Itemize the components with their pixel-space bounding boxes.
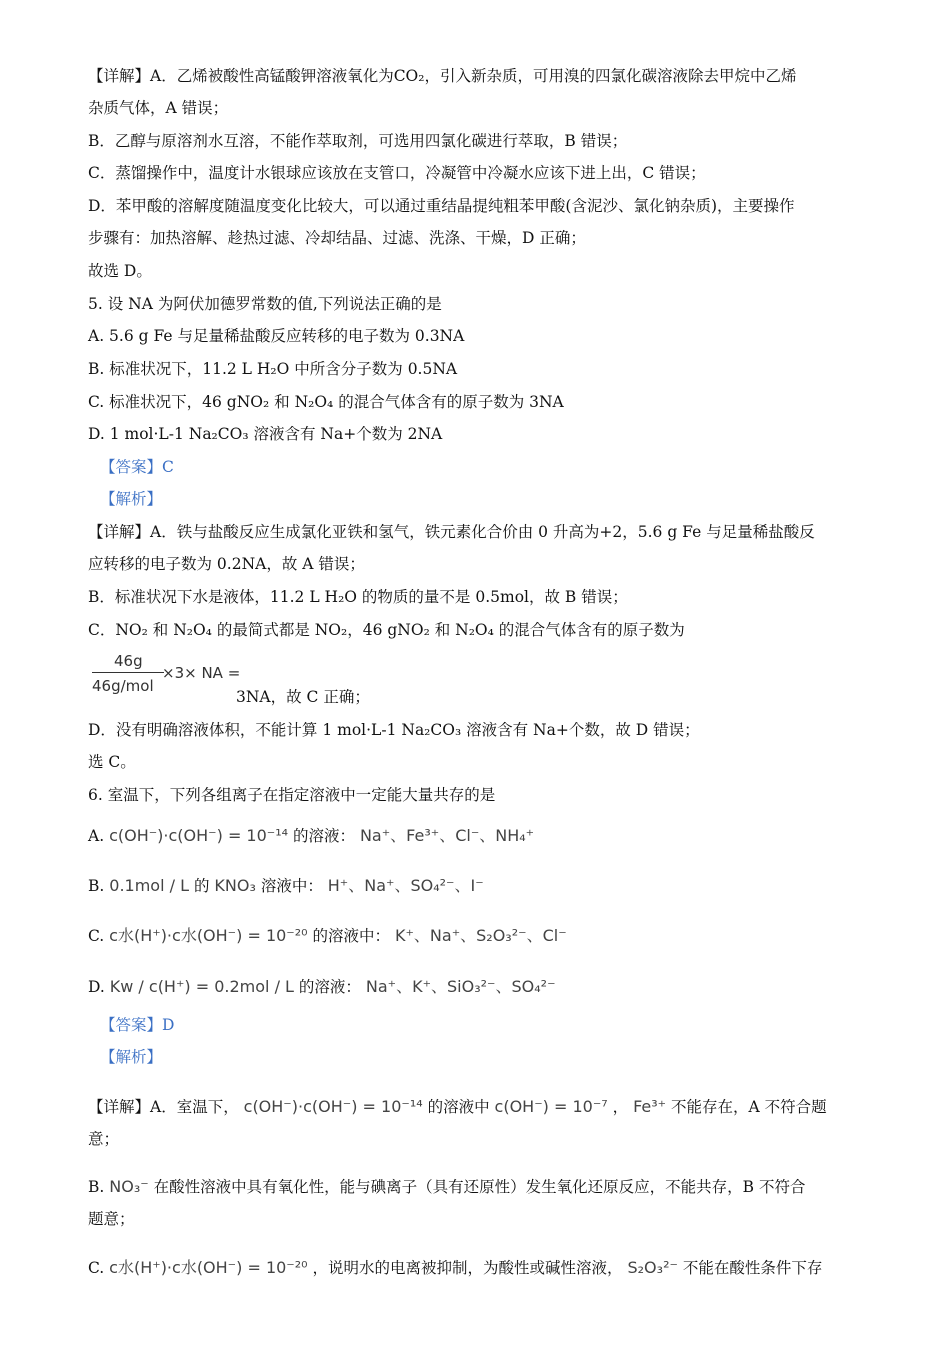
ions: H⁺、Na⁺、SO₄²⁻、I⁻ [327, 876, 484, 895]
line: 意； [88, 1130, 120, 1148]
line [88, 1177, 805, 1197]
line: 步骤有：加热溶解、趁热过滤、冷却结晶、过滤、洗涤、干燥，D 正确； [88, 229, 586, 247]
formula: c水(H⁺)·c水(OH⁻) = 10⁻²⁰ [109, 926, 308, 945]
line [88, 1097, 827, 1117]
answer-tag: 【答案】C [100, 458, 174, 476]
text: 的 [193, 877, 210, 895]
line: 3NA，故 C 正确； [236, 688, 370, 706]
formula: 0.1mol / L [109, 876, 190, 895]
text: 的溶液中： [312, 927, 391, 945]
line: B．标准状况下水是液体，11.2 L H₂O 的物质的量不是 0.5mol，故 B 错误； [88, 588, 628, 606]
fraction-rest: ×3× NA = [162, 664, 241, 682]
text: 的溶液中 [427, 1098, 490, 1116]
option-label: C. [88, 927, 105, 945]
formula: c(OH⁻) = 10⁻⁷ [494, 1097, 608, 1116]
option-label: D. [88, 978, 105, 996]
formula: c(OH⁻)·c(OH⁻) = 10⁻¹⁴ [243, 1097, 423, 1116]
fraction-numerator: 46g [114, 652, 143, 670]
option-label: C. [88, 1259, 105, 1277]
option-label: B. [88, 877, 105, 895]
line: 【详解】A．乙烯被酸性高锰酸钾溶液氧化为CO₂，引入新杂质，可用溴的四氯化碳溶液除去甲烷中乙烯 [88, 67, 797, 85]
line [88, 1258, 822, 1278]
text: 【详解】A．室温下， [88, 1098, 239, 1116]
option-a: A. 5.6 g Fe 与足量稀盐酸反应转移的电子数为 0.3NA [88, 327, 465, 345]
question-6: 6. 室温下，下列各组离子在指定溶液中一定能大量共存的是 [88, 786, 496, 804]
line: D．没有明确溶液体积，不能计算 1 mol·L-1 Na₂CO₃ 溶液含有 Na+个数，故 D 错误； [88, 721, 700, 739]
text: 的溶液： [293, 827, 356, 845]
line: 故选 D。 [88, 262, 152, 280]
option-c: C. 标准状况下，46 gNO₂ 和 N₂O₄ 的混合气体含有的原子数为 3NA [88, 393, 564, 411]
ions: K⁺、Na⁺、S₂O₃²⁻、Cl⁻ [394, 926, 567, 945]
option-label: B. [88, 1178, 105, 1196]
analysis-tag: 【解析】 [100, 490, 163, 508]
q6-option-c [88, 926, 567, 946]
formula: c水(H⁺)·c水(OH⁻) = 10⁻²⁰ [109, 1258, 308, 1277]
ions: Na⁺、Fe³⁺、Cl⁻、NH₄⁺ [359, 826, 535, 845]
q6-option-d [88, 977, 556, 997]
q6-option-b [88, 876, 484, 896]
text: 不能在酸性条件下存 [682, 1259, 823, 1277]
text: ， [612, 1098, 629, 1116]
formula: c(OH⁻)·c(OH⁻) = 10⁻¹⁴ [109, 826, 289, 845]
line: 【详解】A．铁与盐酸反应生成氯化亚铁和氢气，铁元素化合价由 0 升高为+2，5.6 g Fe 与足量稀盐酸反 [88, 523, 815, 541]
ions: Na⁺、K⁺、SiO₃²⁻、SO₄²⁻ [365, 977, 556, 996]
line: 题意； [88, 1210, 135, 1228]
formula: S₂O₃²⁻ [627, 1258, 678, 1277]
option-b: B. 标准状况下，11.2 L H₂O 中所含分子数为 0.5NA [88, 360, 458, 378]
line: C．蒸馏操作中，温度计水银球应该放在支管口，冷凝管中冷凝水应该下进上出，C 错误； [88, 164, 706, 182]
text: 溶液中： [260, 877, 323, 895]
q6-option-a [88, 826, 534, 846]
formula: KNO₃ [214, 876, 256, 895]
line: 应转移的电子数为 0.2NA，故 A 错误； [88, 555, 365, 573]
formula: Kw / c(H⁺) = 0.2mol / L [109, 977, 294, 996]
option-d: D. 1 mol·L-1 Na₂CO₃ 溶液含有 Na+个数为 2NA [88, 425, 443, 443]
line: 选 C。 [88, 753, 136, 771]
question-5: 5. 设 NA 为阿伏加德罗常数的值,下列说法正确的是 [88, 295, 442, 313]
answer-tag: 【答案】D [100, 1016, 175, 1034]
line: 杂质气体，A 错误； [88, 99, 229, 117]
option-label: A. [88, 827, 105, 845]
formula: Fe³⁺ [633, 1097, 667, 1116]
fraction-bar [92, 672, 164, 673]
text: 在酸性溶液中具有氧化性，能与碘离子（具有还原性）发生氧化还原反应，不能共存，B 不符合 [153, 1178, 806, 1196]
line: B．乙醇与原溶剂水互溶，不能作萃取剂，可选用四氯化碳进行萃取，B 错误； [88, 132, 628, 150]
text: 的溶液： [298, 978, 361, 996]
line: D．苯甲酸的溶解度随温度变化比较大，可以通过重结晶提纯粗苯甲酸(含泥沙、氯化钠杂质)，主要操作 [88, 197, 795, 215]
analysis-tag: 【解析】 [100, 1048, 163, 1066]
fraction-denominator: 46g/mol [92, 677, 154, 695]
formula: NO₃⁻ [109, 1177, 149, 1196]
line: C．NO₂ 和 N₂O₄ 的最简式都是 NO₂，46 gNO₂ 和 N₂O₄ 的混合气体含有的原子数为 [88, 621, 685, 639]
text: 不能存在，A 不符合题 [671, 1098, 827, 1116]
text: ，说明水的电离被抑制，为酸性或碱性溶液， [312, 1259, 623, 1277]
